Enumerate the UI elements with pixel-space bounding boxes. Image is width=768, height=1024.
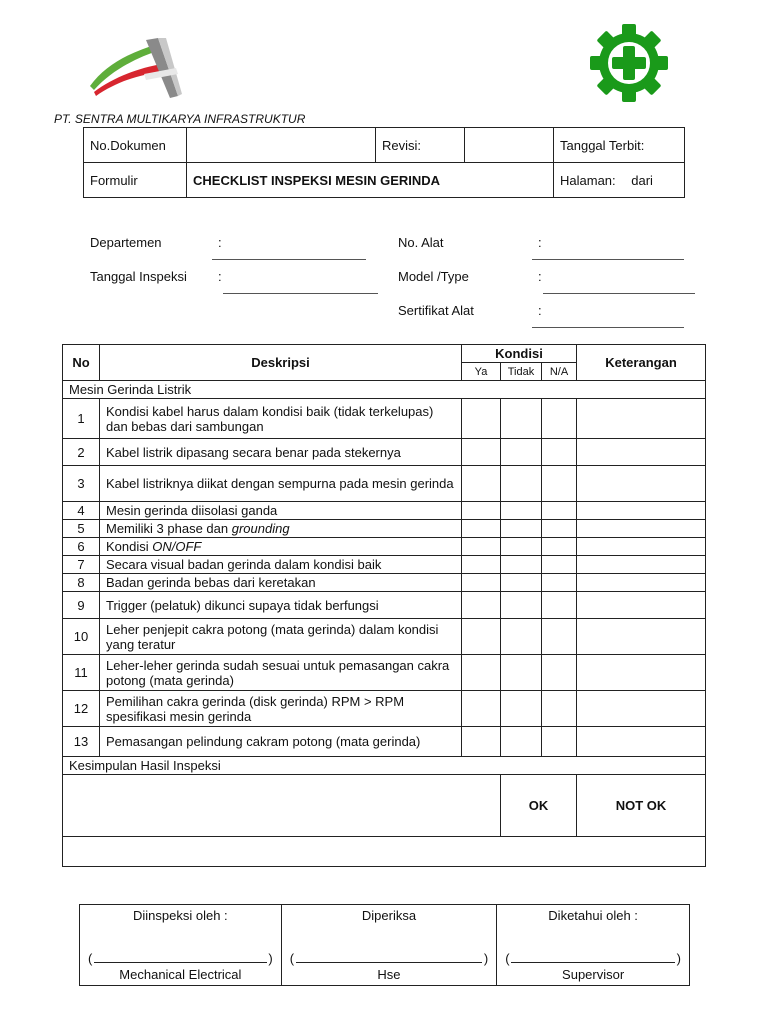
ya-cell[interactable]: [462, 691, 501, 727]
item-description: Kondisi kabel harus dalam kondisi baik (tidak terkelupas) dan bebas dari sambungan: [100, 399, 462, 439]
keterangan-cell[interactable]: [577, 556, 706, 574]
tidak-cell[interactable]: [501, 502, 542, 520]
item-number: 3: [63, 466, 100, 502]
table-row: [63, 727, 706, 757]
item-description: Kabel listriknya diikat dengan sempurna pada mesin gerinda: [100, 466, 462, 502]
ya-cell[interactable]: [462, 655, 501, 691]
na-cell[interactable]: [542, 556, 577, 574]
signature-underline: [511, 962, 675, 963]
keterangan-cell[interactable]: [577, 592, 706, 619]
ya-cell[interactable]: [462, 619, 501, 655]
na-cell[interactable]: [542, 502, 577, 520]
tidak-cell[interactable]: [501, 727, 542, 757]
item-description: Pemasangan pelindung cakram potong (mata gerinda): [100, 727, 462, 757]
item-description: Mesin gerinda diisolasi ganda: [100, 502, 462, 520]
na-cell[interactable]: [542, 727, 577, 757]
item-number: 13: [63, 727, 100, 757]
table-row: [63, 619, 706, 655]
company-name: PT. SENTRA MULTIKARYA INFRASTRUKTUR: [54, 112, 306, 126]
item-number: 5: [63, 520, 100, 538]
tidak-cell[interactable]: [501, 466, 542, 502]
table-row: [63, 574, 706, 592]
ya-cell[interactable]: [462, 592, 501, 619]
signature-close-paren: ): [676, 951, 681, 966]
no-alat-input[interactable]: [532, 259, 684, 260]
tidak-cell[interactable]: [501, 655, 542, 691]
table-row: [63, 502, 706, 520]
ya-cell[interactable]: [462, 556, 501, 574]
keterangan-cell[interactable]: [577, 538, 706, 556]
revisi-field[interactable]: [465, 128, 554, 163]
item-description: Kabel listrik dipasang secara benar pada stekernya: [100, 439, 462, 466]
formulir-label: Formulir: [84, 163, 187, 198]
col-tidak-header: Tidak: [501, 363, 542, 381]
gear-tooth: [654, 56, 668, 70]
na-cell[interactable]: [542, 655, 577, 691]
keterangan-cell[interactable]: [577, 399, 706, 439]
sertifikat-alat-input[interactable]: [532, 327, 684, 328]
halaman-label: Halaman:: [560, 172, 616, 188]
item-description-italic: ON/OFF: [152, 539, 202, 554]
sertifikat-alat-label: Sertifikat Alat: [398, 303, 474, 318]
col-ya-header: Ya: [462, 363, 501, 381]
signature-table: [79, 904, 690, 986]
item-number: 9: [63, 592, 100, 619]
tanggal-inspeksi-label: Tanggal Inspeksi: [90, 269, 187, 284]
tidak-cell[interactable]: [501, 691, 542, 727]
conclusion-title: Kesimpulan Hasil Inspeksi: [63, 757, 706, 775]
section-title: Mesin Gerinda Listrik: [63, 381, 706, 399]
not-ok-option[interactable]: NOT OK: [577, 775, 706, 837]
keterangan-cell[interactable]: [577, 439, 706, 466]
signature-block: [497, 905, 690, 986]
item-description: [100, 538, 462, 556]
departemen-colon: :: [218, 235, 222, 250]
keterangan-cell[interactable]: [577, 466, 706, 502]
item-description: Secara visual badan gerinda dalam kondisi baik: [100, 556, 462, 574]
na-cell[interactable]: [542, 538, 577, 556]
table-row: [63, 538, 706, 556]
signature-open-paren: (: [505, 951, 510, 966]
signature-line[interactable]: [505, 951, 681, 966]
ya-cell[interactable]: [462, 520, 501, 538]
signature-close-paren: ): [483, 951, 489, 966]
table-row: [63, 520, 706, 538]
sertifikat-alat-colon: :: [538, 303, 542, 318]
gear-tooth: [622, 24, 636, 38]
departemen-label: Departemen: [90, 235, 162, 250]
col-keterangan-header: Keterangan: [577, 345, 706, 381]
ya-cell[interactable]: [462, 466, 501, 502]
signature-name: Mechanical Electrical: [119, 967, 242, 982]
ya-cell[interactable]: [462, 538, 501, 556]
dari-label: dari: [631, 172, 653, 188]
signature-name: Supervisor: [562, 967, 625, 982]
table-row: [63, 466, 706, 502]
revisi-label: Revisi:: [376, 128, 465, 163]
signature-line[interactable]: [290, 951, 489, 966]
tanggal-terbit-label: Tanggal Terbit:: [554, 128, 685, 163]
item-description: Leher-leher gerinda sudah sesuai untuk pemasangan cakra potong (mata gerinda): [100, 655, 462, 691]
model-type-label: Model /Type: [398, 269, 469, 284]
tidak-cell[interactable]: [501, 399, 542, 439]
item-number: 12: [63, 691, 100, 727]
signature-underline: [296, 962, 483, 963]
keterangan-cell[interactable]: [577, 520, 706, 538]
item-number: 7: [63, 556, 100, 574]
signature-open-paren: (: [289, 951, 295, 966]
signature-name: Hse: [377, 967, 401, 982]
item-number: 8: [63, 574, 100, 592]
keterangan-cell[interactable]: [577, 574, 706, 592]
item-description-text: Kondisi: [106, 539, 153, 554]
col-na-header: N/A: [542, 363, 577, 381]
document-header-table: [83, 127, 685, 198]
tidak-cell[interactable]: [501, 439, 542, 466]
na-cell[interactable]: [542, 574, 577, 592]
item-description: [100, 520, 462, 538]
gear-tooth: [622, 88, 636, 102]
safety-gear-icon: [583, 24, 675, 102]
departemen-input[interactable]: [212, 259, 366, 260]
na-cell[interactable]: [542, 619, 577, 655]
ya-cell[interactable]: [462, 399, 501, 439]
item-description: Trigger (pelatuk) dikunci supaya tidak berfungsi: [100, 592, 462, 619]
no-dokumen-label: No.Dokumen: [84, 128, 187, 163]
company-logo: [86, 34, 182, 102]
signature-block: [80, 905, 282, 986]
item-number: 2: [63, 439, 100, 466]
keterangan-cell[interactable]: [577, 655, 706, 691]
tidak-cell[interactable]: [501, 619, 542, 655]
tidak-cell[interactable]: [501, 592, 542, 619]
table-row: [63, 399, 706, 439]
table-row: [63, 556, 706, 574]
na-cell[interactable]: [542, 691, 577, 727]
keterangan-cell[interactable]: [577, 619, 706, 655]
signature-title: Diperiksa: [361, 908, 417, 923]
item-number: 6: [63, 538, 100, 556]
tidak-cell[interactable]: [501, 520, 542, 538]
tanggal-inspeksi-colon: :: [218, 269, 222, 284]
conclusion-result-field[interactable]: [63, 837, 706, 867]
signature-close-paren: ): [268, 951, 273, 966]
table-row: [63, 691, 706, 727]
keterangan-cell[interactable]: [577, 502, 706, 520]
ya-cell[interactable]: [462, 502, 501, 520]
table-row: [63, 439, 706, 466]
no-alat-colon: :: [538, 235, 542, 250]
conclusion-notes[interactable]: [63, 775, 501, 837]
item-number: 11: [63, 655, 100, 691]
na-cell[interactable]: [542, 592, 577, 619]
signature-block: [281, 905, 497, 986]
item-description: Badan gerinda bebas dari keretakan: [100, 574, 462, 592]
ok-option[interactable]: OK: [501, 775, 577, 837]
item-number: 10: [63, 619, 100, 655]
model-type-input[interactable]: [543, 293, 695, 294]
signature-title: Diinspeksi oleh :: [133, 908, 228, 923]
na-cell[interactable]: [542, 466, 577, 502]
signature-title: Diketahui oleh :: [548, 908, 638, 923]
keterangan-cell[interactable]: [577, 691, 706, 727]
item-description-text: Memiliki 3 phase dan: [106, 521, 232, 536]
signature-line[interactable]: [88, 951, 273, 966]
gear-tooth: [590, 56, 604, 70]
item-number: 4: [63, 502, 100, 520]
ya-cell[interactable]: [462, 727, 501, 757]
col-kondisi-header: Kondisi: [462, 345, 577, 363]
table-row: [63, 592, 706, 619]
model-type-colon: :: [538, 269, 542, 284]
item-description: Pemilihan cakra gerinda (disk gerinda) RPM > RPM spesifikasi mesin gerinda: [100, 691, 462, 727]
tidak-cell[interactable]: [501, 538, 542, 556]
tidak-cell[interactable]: [501, 574, 542, 592]
form-title: CHECKLIST INSPEKSI MESIN GERINDA: [187, 163, 554, 198]
col-deskripsi-header: Deskripsi: [100, 345, 462, 381]
tidak-cell[interactable]: [501, 556, 542, 574]
no-alat-label: No. Alat: [398, 235, 444, 250]
item-number: 1: [63, 399, 100, 439]
col-no-header: No: [63, 345, 100, 381]
signature-underline: [94, 962, 267, 963]
ya-cell[interactable]: [462, 574, 501, 592]
na-cell[interactable]: [542, 439, 577, 466]
ya-cell[interactable]: [462, 439, 501, 466]
checklist-table: [62, 344, 706, 867]
na-cell[interactable]: [542, 399, 577, 439]
table-row: [63, 655, 706, 691]
halaman-cell: [554, 163, 685, 198]
no-dokumen-field[interactable]: [187, 128, 376, 163]
tanggal-inspeksi-input[interactable]: [223, 293, 378, 294]
item-description: Leher penjepit cakra potong (mata gerinda) dalam kondisi yang teratur: [100, 619, 462, 655]
item-description-italic: grounding: [231, 521, 290, 536]
na-cell[interactable]: [542, 520, 577, 538]
signature-open-paren: (: [88, 951, 93, 966]
keterangan-cell[interactable]: [577, 727, 706, 757]
